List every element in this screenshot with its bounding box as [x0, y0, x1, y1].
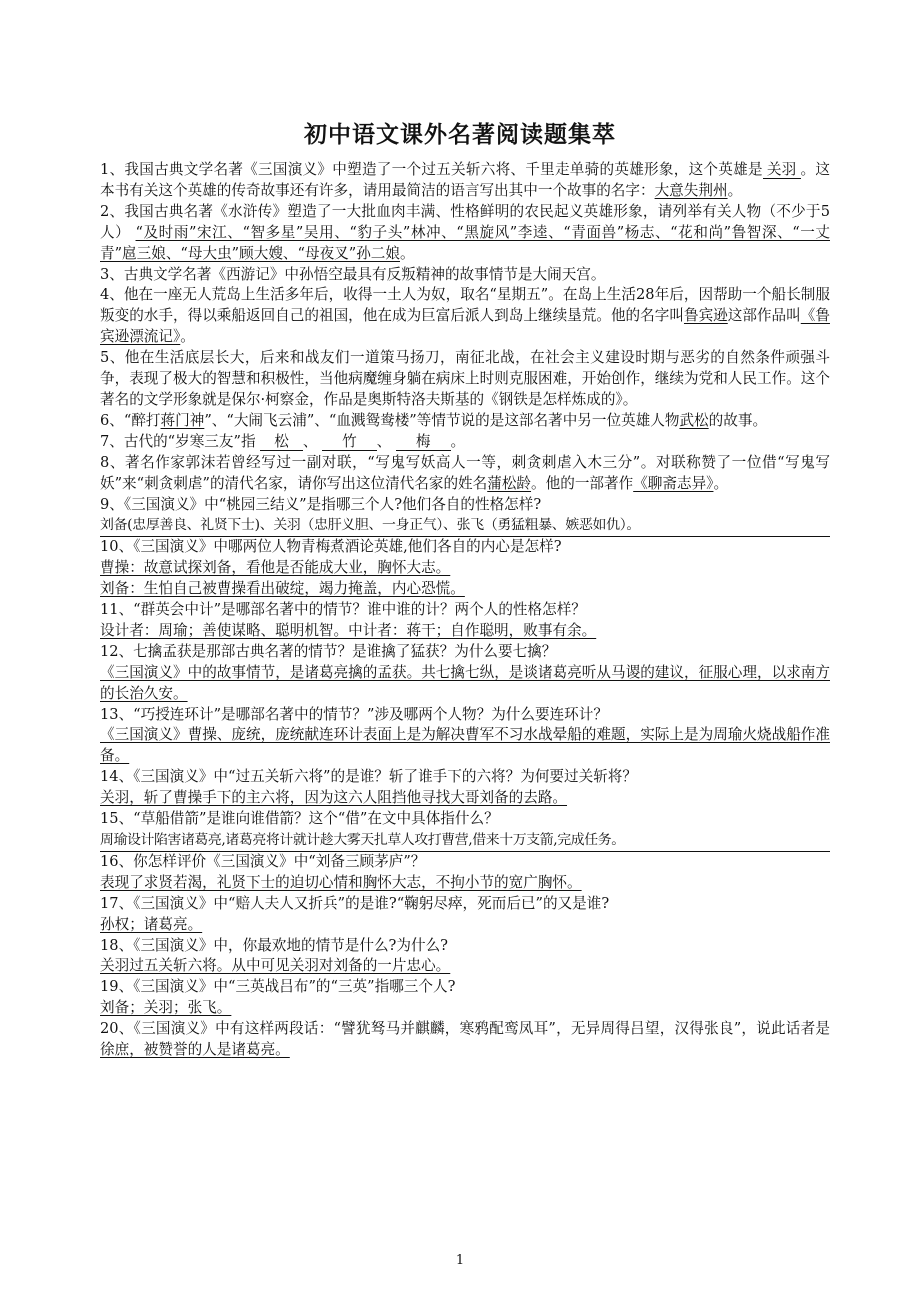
question-text: 6、“醉打	[100, 411, 161, 429]
answer-blank: 梅	[396, 433, 451, 451]
question-5: 5、他在生活底层长大，后来和战友们一道策马扬刀，南征北战，在社会主义建设时期与恶劣的自然条件顽强斗争，表现了极大的智慧和积极性，当他病魔缠身躺在病床上时则克服困难，开始创作，继续为党和人民工作。这个著名的文学形象就是保尔·柯察金，作品是奥斯特洛夫斯基的《钢铁是怎样炼成的》。	[100, 349, 830, 408]
question-text: 15、“草船借箭”是谁向谁借箭？这个“借”在文中具体指什么？	[100, 810, 499, 828]
answer-text: 关羽过五关斩六将。从中可见关羽对刘备的一片忠心。	[100, 957, 451, 975]
question-text: 4、他在一座无人荒岛上生活多年后，收得一土人为奴，取名“星期五”。在岛上生活28年后，因帮助一个船长制服叛变的水手，得以乘船返回自己的祖国，他在成为巨富后派人到岛上继续垦荒。他的名字叫	[100, 286, 830, 325]
question-text: 这部作品叫	[727, 307, 801, 325]
question-text: 19、《三国演义》中“三英战吕布”的“三英”指哪三个人?	[100, 978, 456, 996]
question-text: 18、《三国演义》中，你最欢地的情节是什么?为什么?	[100, 936, 448, 954]
question-13	[100, 705, 830, 768]
question-text: 17、《三国演义》中“赔人夫人又折兵”的是谁?“鞠躬尽瘁，死而后已”的又是谁?	[100, 894, 610, 912]
question-1	[100, 160, 830, 202]
answer-blank: 鲁宾逊	[683, 307, 728, 325]
question-6	[100, 411, 830, 432]
answer-text: 刘备；关羽；张飞。	[100, 999, 232, 1017]
answer-blank: 蒲松龄	[487, 474, 532, 492]
question-text: 12、七擒孟获是那部古典名著的情节？是谁擒了猛获？为什么要七擒？	[100, 642, 557, 660]
answer-blank: 武松	[679, 411, 709, 429]
question-text: 14、《三国演义》中“过五关斩六将”的是谁？斩了谁手下的六将？为何要过关斩将？	[100, 768, 637, 786]
question-text: 11、“群英会中计”是哪部名著中的情节？谁中谁的计？两个人的性格怎样？	[100, 601, 586, 619]
punctuation: 。	[400, 244, 415, 262]
question-text: 20、《三国演义》中有这样两段话：“譬犹驽马并麒麟，寒鸦配鸾凤耳”，无异周得吕望，汉得张良”，说此话者是	[100, 1020, 830, 1038]
question-text: 10、《三国演义》中哪两位人物青梅煮酒论英雄,他们各自的内心是怎样?	[100, 538, 562, 556]
question-18	[100, 936, 830, 978]
answer-text: 《三国演义》曹操、庞统，庞统献连环计表面上是为解决曹军不习水战晕船的难题，实际上是为周瑜火烧战船作准备。	[100, 726, 830, 765]
punctuation: 。	[180, 328, 195, 346]
question-text: 16、你怎样评价《三国演义》中“刘备三顾茅庐”？	[100, 852, 426, 870]
answer-text: 周瑜设计陷害诸葛亮,诸葛亮将计就计趁大雾天扎草人攻打曹营,借来十万支箭,完成任务。	[100, 830, 830, 852]
question-9	[100, 495, 830, 538]
question-text: 13、“巧授连环计”是哪部名著中的情节？”涉及哪两个人物？为什么要连环计？	[100, 705, 608, 723]
answer-text: 表现了求贤若渴，礼贤下士的迫切心情和胸怀大志，不拘小节的宽广胸怀。	[100, 873, 582, 891]
answer-text: 刘备(忠厚善良、礼贤下士)、关羽（忠肝义胆、一身正气）、张飞（勇猛粗暴、嫉恶如仇）。	[100, 515, 830, 537]
punctuation: 。	[727, 181, 743, 199]
question-text: 1、我国古典文学名著《三国演义》中塑造了一个过五关斩六将、千里走单骑的英雄形象，这个英雄是	[100, 161, 763, 178]
answer-text: 关羽，斩了曹操手下的主六将，因为这六人阻挡他寻找大哥刘备的去路。	[100, 789, 568, 807]
question-4	[100, 285, 830, 348]
punctuation: 。	[713, 474, 729, 492]
question-text: ”、“大闹飞云浦”、“血溅鸳鸯楼”等情节说的是这部名著中另一位英雄人物	[204, 411, 680, 429]
question-15	[100, 809, 830, 852]
question-12	[100, 642, 830, 705]
question-text: 8、著名作家郭沫若曾经写过一副对联，“写鬼写妖高人一等，刺贪刺虐入木三分”。对联称赞了一位借“写鬼写妖”来“刺贪刺虐”的清代名家，请你写出这位清代名家的姓名	[100, 453, 830, 492]
answer-text: 《三国演义》中的故事情节，是诸葛亮擒的孟获。共七擒七纵，是谈诸葛亮听从马谡的建议，征服心理，以求南方的长治久安。	[100, 663, 830, 702]
question-text: 。他的一部著作	[531, 474, 634, 492]
question-19	[100, 977, 830, 1019]
question-11	[100, 600, 830, 642]
page-number: 1	[455, 1253, 465, 1268]
answer-blank: 诸葛亮	[231, 1041, 276, 1059]
answer-blank: 徐庶	[100, 1041, 130, 1059]
answer-blank: 松	[260, 433, 303, 451]
answer-blank: 蒋门神	[160, 411, 205, 429]
question-text: 9、《三国演义》中“桃园三结义”是指哪三个人?他们各自的性格怎样?	[100, 495, 542, 513]
question-2	[100, 202, 830, 265]
answer-blank: 关羽	[763, 161, 801, 179]
answer-text: 刘备：生怕自己被曹操看出破绽，竭力掩盖，内心恐慌。	[100, 580, 465, 598]
answer-blank: 大意失荆州	[654, 181, 728, 199]
answer-text: “及时雨”宋江、“智多星”吴用、“豹子头”林冲、“黑旋风”李逵、“青面兽”杨志、“花和尚”鲁智深、“一丈青”扈三娘、“母大虫”顾大嫂、“母夜叉”孙二娘	[100, 223, 830, 262]
question-text: 。这本书有关这个英雄的传奇故事还有许多，请用最简洁的语言写出其中一个故事的名字：	[100, 161, 830, 199]
question-text: 2、我国古典名著《水浒传》塑造了一大批血肉丰满、性格鲜明的农民起义英雄形象，请列举有关人物（不少于5人）	[100, 202, 830, 241]
punctuation: 、	[376, 432, 392, 450]
question-3: 3、古典文学名著《西游记》中孙悟空最具有反叛精神的故事情节是大闹天宫。	[100, 265, 606, 283]
question-list	[100, 160, 830, 1061]
answer-text: 曹操：故意试探刘备，看他是否能成大业，胸怀大志。	[100, 559, 451, 577]
page-title: 初中语文课外名著阅读题集萃	[304, 121, 616, 148]
question-14	[100, 767, 830, 809]
punctuation: 。	[275, 1041, 290, 1059]
question-17	[100, 894, 830, 936]
answer-blank: 竹	[322, 433, 377, 451]
question-20	[100, 1019, 830, 1061]
question-16	[100, 852, 830, 894]
answer-text: 孙权；诸葛亮。	[100, 915, 203, 933]
question-7	[100, 432, 830, 453]
answer-text: ，被赞誉的人是	[129, 1041, 232, 1059]
question-10	[100, 537, 830, 600]
question-text: 7、古代的“岁寒三友”指	[100, 432, 256, 450]
punctuation: 。	[450, 432, 466, 450]
punctuation: 、	[302, 432, 318, 450]
answer-blank: 《鲁宾逊漂流记》	[100, 307, 830, 346]
punctuation: 的故事。	[708, 411, 768, 429]
answer-blank: 《聊斋志异》	[633, 474, 714, 492]
question-8	[100, 453, 830, 495]
answer-text: 设计者：周瑜；善使谋略、聪明机智。中计者：蒋干；自作聪明，败事有余。	[100, 621, 597, 639]
